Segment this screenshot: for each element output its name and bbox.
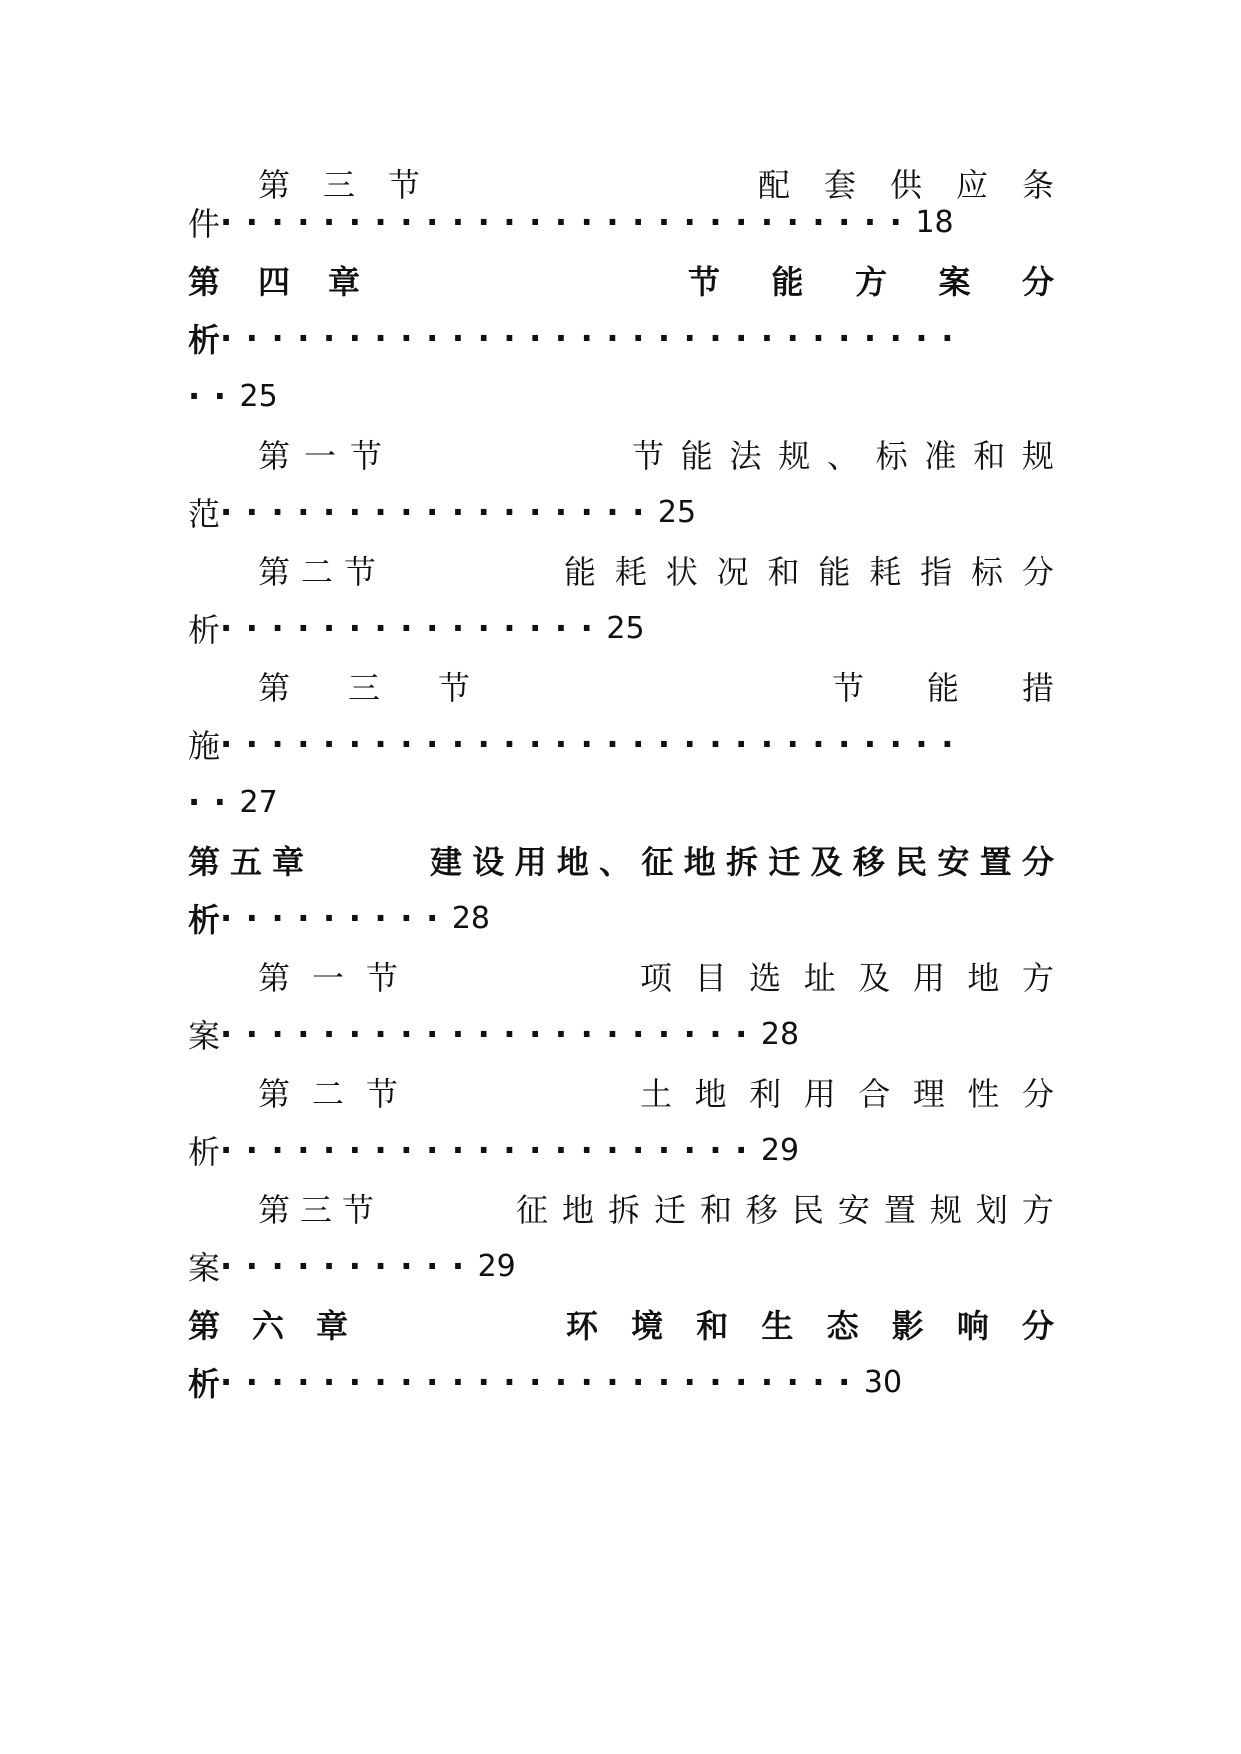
toc-page-number: 25 bbox=[606, 610, 645, 646]
toc-char: 境 bbox=[631, 1307, 664, 1345]
toc-leader-dots: ················· bbox=[220, 493, 658, 531]
toc-char: 分 bbox=[1021, 1075, 1054, 1113]
toc-char: 征 bbox=[516, 1191, 549, 1229]
toc-char: 分 bbox=[1021, 263, 1054, 301]
toc-char: 征 bbox=[641, 843, 674, 881]
toc-char: 影 bbox=[891, 1307, 924, 1345]
toc-section-title bbox=[640, 1069, 1054, 1115]
toc-entry-continuation bbox=[188, 774, 278, 830]
toc-char: 设 bbox=[472, 843, 505, 881]
toc-char: 目 bbox=[694, 959, 727, 997]
toc-leader-dots: ·········· bbox=[220, 1247, 478, 1285]
toc-entry-continuation bbox=[188, 368, 278, 424]
toc-char: 地 bbox=[683, 843, 716, 881]
toc-char: 、 bbox=[599, 843, 632, 881]
toc-entry-chapter-title-line bbox=[188, 252, 1054, 308]
toc-title-tail: 施 bbox=[188, 727, 221, 765]
toc-section-title bbox=[632, 431, 1054, 477]
toc-char: 节 bbox=[341, 1191, 374, 1229]
toc-entry-continuation bbox=[188, 1238, 516, 1294]
toc-title-tail: 案 bbox=[188, 1017, 221, 1055]
toc-title-tail: 析 bbox=[188, 611, 221, 649]
toc-entry-continuation bbox=[188, 890, 490, 946]
toc-char: 规 bbox=[929, 1191, 962, 1229]
toc-char: 能 bbox=[818, 553, 851, 591]
toc-char: 移 bbox=[745, 1191, 778, 1229]
toc-char: 第 bbox=[258, 959, 291, 997]
toc-char: 和 bbox=[767, 553, 800, 591]
toc-char: 和 bbox=[699, 1191, 732, 1229]
toc-char: 民 bbox=[895, 843, 928, 881]
toc-char: 一 bbox=[311, 959, 344, 997]
toc-char: 套 bbox=[823, 166, 856, 204]
toc-char: 第 bbox=[258, 553, 291, 591]
toc-char: 节 bbox=[437, 669, 470, 707]
toc-section-title bbox=[640, 953, 1054, 999]
toc-char: 响 bbox=[956, 1307, 989, 1345]
toc-char: 第 bbox=[258, 1075, 291, 1113]
toc-char: 性 bbox=[967, 1075, 1000, 1113]
toc-char: 方 bbox=[1021, 1191, 1054, 1229]
toc-entry-continuation bbox=[188, 1122, 799, 1178]
toc-char: 迁 bbox=[768, 843, 801, 881]
toc-chapter-number bbox=[188, 257, 360, 303]
toc-section-title bbox=[564, 547, 1054, 593]
toc-char: 用 bbox=[803, 1075, 836, 1113]
toc-char: 一 bbox=[303, 437, 336, 475]
toc-char: 地 bbox=[967, 959, 1000, 997]
toc-char: 第 bbox=[258, 669, 291, 707]
toc-char: 合 bbox=[858, 1075, 891, 1113]
toc-char: 地 bbox=[556, 843, 589, 881]
toc-chapter-title bbox=[430, 837, 1054, 883]
toc-title-tail: 件 bbox=[188, 205, 221, 243]
toc-entry-section-title-line bbox=[258, 426, 1054, 482]
toc-char: 供 bbox=[889, 166, 922, 204]
toc-entry-section-title-line bbox=[258, 1180, 1054, 1236]
toc-char: 方 bbox=[854, 263, 887, 301]
toc-char: 章 bbox=[271, 843, 304, 881]
toc-leader-dots: ··························· bbox=[220, 203, 916, 241]
toc-page-number: 25 bbox=[657, 494, 697, 530]
toc-char: 划 bbox=[975, 1191, 1008, 1229]
toc-entry-continuation bbox=[188, 194, 954, 250]
toc-page-number: 28 bbox=[760, 1016, 800, 1052]
toc-char: 生 bbox=[761, 1307, 794, 1345]
toc-char: 分 bbox=[1021, 1307, 1054, 1345]
toc-char: 和 bbox=[696, 1307, 729, 1345]
toc-char: 节 bbox=[832, 669, 865, 707]
toc-entry-section-title-line bbox=[258, 948, 1054, 1004]
toc-char: 章 bbox=[327, 263, 360, 301]
toc-page-number: 30 bbox=[863, 1364, 903, 1400]
toc-char: 法 bbox=[729, 437, 762, 475]
toc-char: 、 bbox=[826, 437, 859, 475]
toc-char: 准 bbox=[924, 437, 957, 475]
toc-char: 三 bbox=[299, 1191, 332, 1229]
toc-char: 五 bbox=[229, 843, 262, 881]
toc-char: 第 bbox=[188, 263, 221, 301]
toc-entry-continuation bbox=[188, 1006, 799, 1062]
toc-entry-chapter-title-line bbox=[188, 832, 1054, 888]
toc-char: 迁 bbox=[653, 1191, 686, 1229]
toc-char: 能 bbox=[771, 263, 804, 301]
toc-leader-dots: ····················· bbox=[220, 1131, 761, 1169]
toc-char: 能 bbox=[926, 669, 959, 707]
toc-char: 拆 bbox=[725, 843, 758, 881]
toc-char: 节 bbox=[343, 553, 376, 591]
toc-char: 三 bbox=[347, 669, 380, 707]
toc-char: 及 bbox=[810, 843, 843, 881]
toc-char: 址 bbox=[803, 959, 836, 997]
toc-leader-dots: ·· bbox=[188, 377, 240, 415]
toc-section-number bbox=[258, 431, 382, 477]
toc-entry-continuation bbox=[188, 716, 967, 772]
toc-char: 第 bbox=[258, 166, 291, 204]
toc-char: 方 bbox=[1021, 959, 1054, 997]
toc-char: 况 bbox=[716, 553, 749, 591]
toc-section-number bbox=[258, 663, 470, 709]
toc-leader-dots: ········· bbox=[220, 899, 452, 937]
toc-chapter-number bbox=[188, 1301, 348, 1347]
toc-title-tail: 析 bbox=[188, 1133, 221, 1171]
toc-section-title bbox=[516, 1185, 1054, 1231]
toc-char: 地 bbox=[694, 1075, 727, 1113]
toc-char: 地 bbox=[561, 1191, 594, 1229]
toc-entry-chapter-title-line bbox=[188, 1296, 1054, 1352]
toc-char: 章 bbox=[315, 1307, 348, 1345]
toc-leader-dots: ·· bbox=[188, 783, 240, 821]
toc-section-number bbox=[258, 1185, 374, 1231]
toc-char: 项 bbox=[640, 959, 673, 997]
toc-title-tail: 范 bbox=[188, 495, 221, 533]
toc-entry-continuation bbox=[188, 484, 696, 540]
toc-char: 二 bbox=[311, 1075, 344, 1113]
toc-char: 第 bbox=[258, 437, 291, 475]
toc-char: 节 bbox=[365, 1075, 398, 1113]
toc-char: 利 bbox=[749, 1075, 782, 1113]
toc-chapter-title bbox=[566, 1301, 1054, 1347]
toc-char: 理 bbox=[912, 1075, 945, 1113]
toc-page-number: 29 bbox=[477, 1248, 516, 1284]
toc-char: 态 bbox=[826, 1307, 859, 1345]
toc-leader-dots: ····························· bbox=[220, 319, 967, 357]
toc-char: 三 bbox=[322, 166, 355, 204]
toc-char: 第 bbox=[188, 1307, 221, 1345]
toc-char: 节 bbox=[387, 166, 420, 204]
toc-char: 安 bbox=[837, 1191, 870, 1229]
toc-char: 拆 bbox=[607, 1191, 640, 1229]
toc-char: 措 bbox=[1021, 669, 1054, 707]
toc-char: 安 bbox=[937, 843, 970, 881]
toc-entry-section-title-line bbox=[258, 1064, 1054, 1120]
toc-char: 节 bbox=[688, 263, 721, 301]
toc-char: 建 bbox=[430, 843, 463, 881]
toc-char: 置 bbox=[883, 1191, 916, 1229]
toc-char: 二 bbox=[300, 553, 333, 591]
toc-char: 用 bbox=[514, 843, 547, 881]
toc-char: 条 bbox=[1021, 166, 1054, 204]
toc-char: 分 bbox=[1021, 553, 1054, 591]
toc-char: 分 bbox=[1021, 843, 1054, 881]
toc-title-tail: 析 bbox=[188, 901, 221, 939]
toc-chapter-title bbox=[688, 257, 1054, 303]
toc-leader-dots: ··············· bbox=[220, 609, 607, 647]
toc-char: 移 bbox=[852, 843, 885, 881]
toc-page-number: 18 bbox=[915, 204, 954, 240]
toc-leader-dots: ····························· bbox=[220, 725, 967, 763]
toc-char: 用 bbox=[912, 959, 945, 997]
toc-entry-section-title-line bbox=[258, 542, 1054, 598]
toc-page-number: 29 bbox=[760, 1132, 800, 1168]
toc-leader-dots: ····················· bbox=[220, 1015, 761, 1053]
toc-char: 标 bbox=[971, 553, 1004, 591]
toc-char: 第 bbox=[258, 1191, 291, 1229]
toc-section-title bbox=[832, 663, 1054, 709]
toc-title-tail: 析 bbox=[188, 1365, 221, 1403]
toc-char: 四 bbox=[257, 263, 290, 301]
toc-char: 指 bbox=[920, 553, 953, 591]
toc-entry-continuation bbox=[188, 310, 967, 366]
toc-char: 环 bbox=[566, 1307, 599, 1345]
toc-char: 土 bbox=[640, 1075, 673, 1113]
toc-char: 节 bbox=[365, 959, 398, 997]
toc-entry-continuation bbox=[188, 1354, 902, 1410]
toc-page-number: 27 bbox=[239, 784, 278, 820]
toc-char: 耗 bbox=[614, 553, 647, 591]
toc-char: 应 bbox=[955, 166, 988, 204]
toc-char: 规 bbox=[778, 437, 811, 475]
toc-entry-continuation bbox=[188, 600, 645, 656]
toc-char: 六 bbox=[251, 1307, 284, 1345]
toc-char: 耗 bbox=[869, 553, 902, 591]
toc-char: 配 bbox=[758, 166, 791, 204]
toc-char: 及 bbox=[858, 959, 891, 997]
toc-char: 置 bbox=[979, 843, 1012, 881]
toc-char: 选 bbox=[749, 959, 782, 997]
toc-title-tail: 案 bbox=[188, 1249, 221, 1287]
toc-page-number: 25 bbox=[239, 378, 278, 414]
toc-title-tail: 析 bbox=[188, 321, 221, 359]
toc-entry-section-title-line bbox=[258, 658, 1054, 714]
toc-char: 能 bbox=[680, 437, 713, 475]
toc-char: 能 bbox=[564, 553, 597, 591]
toc-page-number: 28 bbox=[451, 900, 491, 936]
toc-char: 状 bbox=[665, 553, 698, 591]
toc-section-number bbox=[258, 547, 376, 593]
toc-char: 规 bbox=[1021, 437, 1054, 475]
toc-char: 民 bbox=[791, 1191, 824, 1229]
toc-char: 节 bbox=[349, 437, 382, 475]
toc-char: 和 bbox=[973, 437, 1006, 475]
toc-char: 案 bbox=[938, 263, 971, 301]
toc-char: 节 bbox=[632, 437, 665, 475]
toc-char: 标 bbox=[875, 437, 908, 475]
toc-section-number bbox=[258, 1069, 398, 1115]
toc-chapter-number bbox=[188, 837, 304, 883]
toc-section-number bbox=[258, 953, 398, 999]
toc-leader-dots: ························· bbox=[220, 1363, 864, 1401]
toc-char: 第 bbox=[188, 843, 221, 881]
